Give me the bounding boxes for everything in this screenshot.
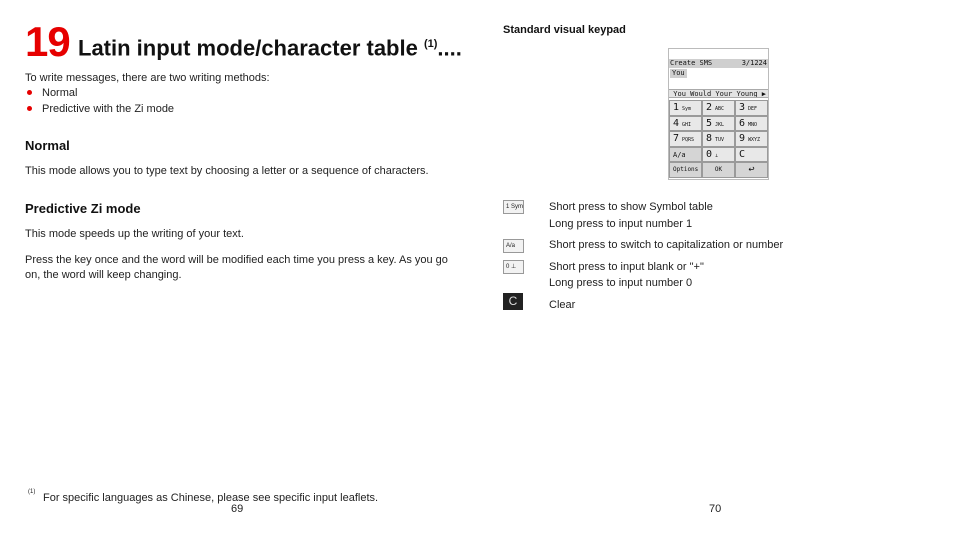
key-sub: GHI xyxy=(682,121,692,128)
phone-title: Create SMS xyxy=(670,59,713,67)
chapter-title-footnote-ref: (1) xyxy=(423,38,438,50)
key-main: 2 xyxy=(706,102,713,113)
key-main: 1 xyxy=(673,102,680,113)
key-sub: TUV xyxy=(715,137,725,143)
footnote-text: For specific languages as Chinese, please see specific input leaflets. xyxy=(43,492,379,504)
key-sub: WXYZ xyxy=(748,137,761,143)
page-number-right: 70 xyxy=(709,503,722,515)
key-main: 9 xyxy=(739,133,746,144)
key-main: A/a xyxy=(673,150,686,159)
key-6[interactable] xyxy=(735,116,768,132)
intro-text: To write messages, there are two writing methods: xyxy=(25,72,270,84)
bullet-item xyxy=(27,102,174,117)
key-sub: Sym xyxy=(682,106,692,112)
key-sub: JKL xyxy=(715,121,725,128)
phone-screen xyxy=(668,48,769,180)
phone-char-count: 3/1224 xyxy=(741,59,767,67)
bullet-item xyxy=(27,86,77,101)
zi-heading: Predictive Zi mode xyxy=(25,201,141,216)
key-sub: DEF xyxy=(748,106,758,112)
key-2[interactable] xyxy=(702,100,735,116)
softkey-ok[interactable]: OK xyxy=(702,162,735,178)
key-4[interactable] xyxy=(669,116,702,132)
phone-keypad xyxy=(669,100,768,178)
chapter-title-suffix: .... xyxy=(437,35,462,61)
key-main: 4 xyxy=(673,117,680,129)
key-1[interactable] xyxy=(669,100,702,116)
softkey-options[interactable]: Options xyxy=(669,162,702,178)
phone-input-area[interactable] xyxy=(669,69,768,78)
zero-key-icon: 0 ⊥ xyxy=(503,260,524,274)
keypad-heading: Standard visual keypad xyxy=(503,24,626,36)
key-sub: PQRS xyxy=(682,137,695,143)
key-sub: MNO xyxy=(748,121,758,128)
key-main: 8 xyxy=(706,133,713,144)
clear-key-icon: C xyxy=(503,293,523,310)
key-8[interactable] xyxy=(702,131,735,147)
footnote-mark: (1) xyxy=(28,489,36,495)
phone-suggestion-bar[interactable]: You Would Your Young ▶ xyxy=(669,89,768,98)
legend-clear-line1: Clear xyxy=(549,299,576,311)
key-sub: ABC xyxy=(715,106,725,112)
case-key-icon: A/a xyxy=(503,239,524,253)
chapter-number: 19 xyxy=(25,18,70,65)
phone-input-text: You xyxy=(672,69,685,77)
key-sub: ⊥ xyxy=(715,152,719,159)
sym-key-icon: 1 Sym xyxy=(503,200,524,214)
chapter-title xyxy=(78,30,462,62)
phone-title-bar xyxy=(669,59,768,68)
legend-sym-line2: Long press to input number 1 xyxy=(549,218,693,230)
normal-text: This mode allows you to type text by choosing a letter or a sequence of characters. xyxy=(25,165,429,177)
bullet-text: Predictive with the Zi mode xyxy=(42,103,175,115)
bullet-dot xyxy=(27,106,32,111)
chapter-title-text: Latin input mode/character table xyxy=(78,35,418,61)
page-number-left: 69 xyxy=(231,503,244,515)
key-case-switch[interactable] xyxy=(669,147,702,163)
key-main: 3 xyxy=(739,102,746,113)
key-3[interactable] xyxy=(735,100,768,116)
key-main: 0 xyxy=(706,148,713,160)
key-clear[interactable] xyxy=(735,147,768,163)
key-9[interactable] xyxy=(735,131,768,147)
key-main: 6 xyxy=(739,117,746,129)
legend-zero-line2: Long press to input number 0 xyxy=(549,277,693,289)
legend-zero-line1: Short press to input blank or "+" xyxy=(549,261,704,273)
bullet-text: Normal xyxy=(42,87,78,99)
key-7[interactable] xyxy=(669,131,702,147)
key-main: 5 xyxy=(706,117,713,129)
zi-text-1: This mode speeds up the writing of your text. xyxy=(25,228,244,240)
legend-case-line1: Short press to switch to capitalization or number xyxy=(549,239,784,251)
zi-text-2: Press the key once and the word will be modified each time you press a key. As you go on, the word will keep changing. xyxy=(25,254,448,281)
normal-heading: Normal xyxy=(25,138,70,153)
legend-sym-line1: Short press to show Symbol table xyxy=(549,201,713,213)
bullet-dot xyxy=(27,90,32,95)
key-0[interactable] xyxy=(702,147,735,163)
key-main: 7 xyxy=(673,133,680,144)
key-5[interactable] xyxy=(702,116,735,132)
key-main: C xyxy=(739,148,746,160)
softkey-back[interactable]: ↩ xyxy=(735,162,768,178)
